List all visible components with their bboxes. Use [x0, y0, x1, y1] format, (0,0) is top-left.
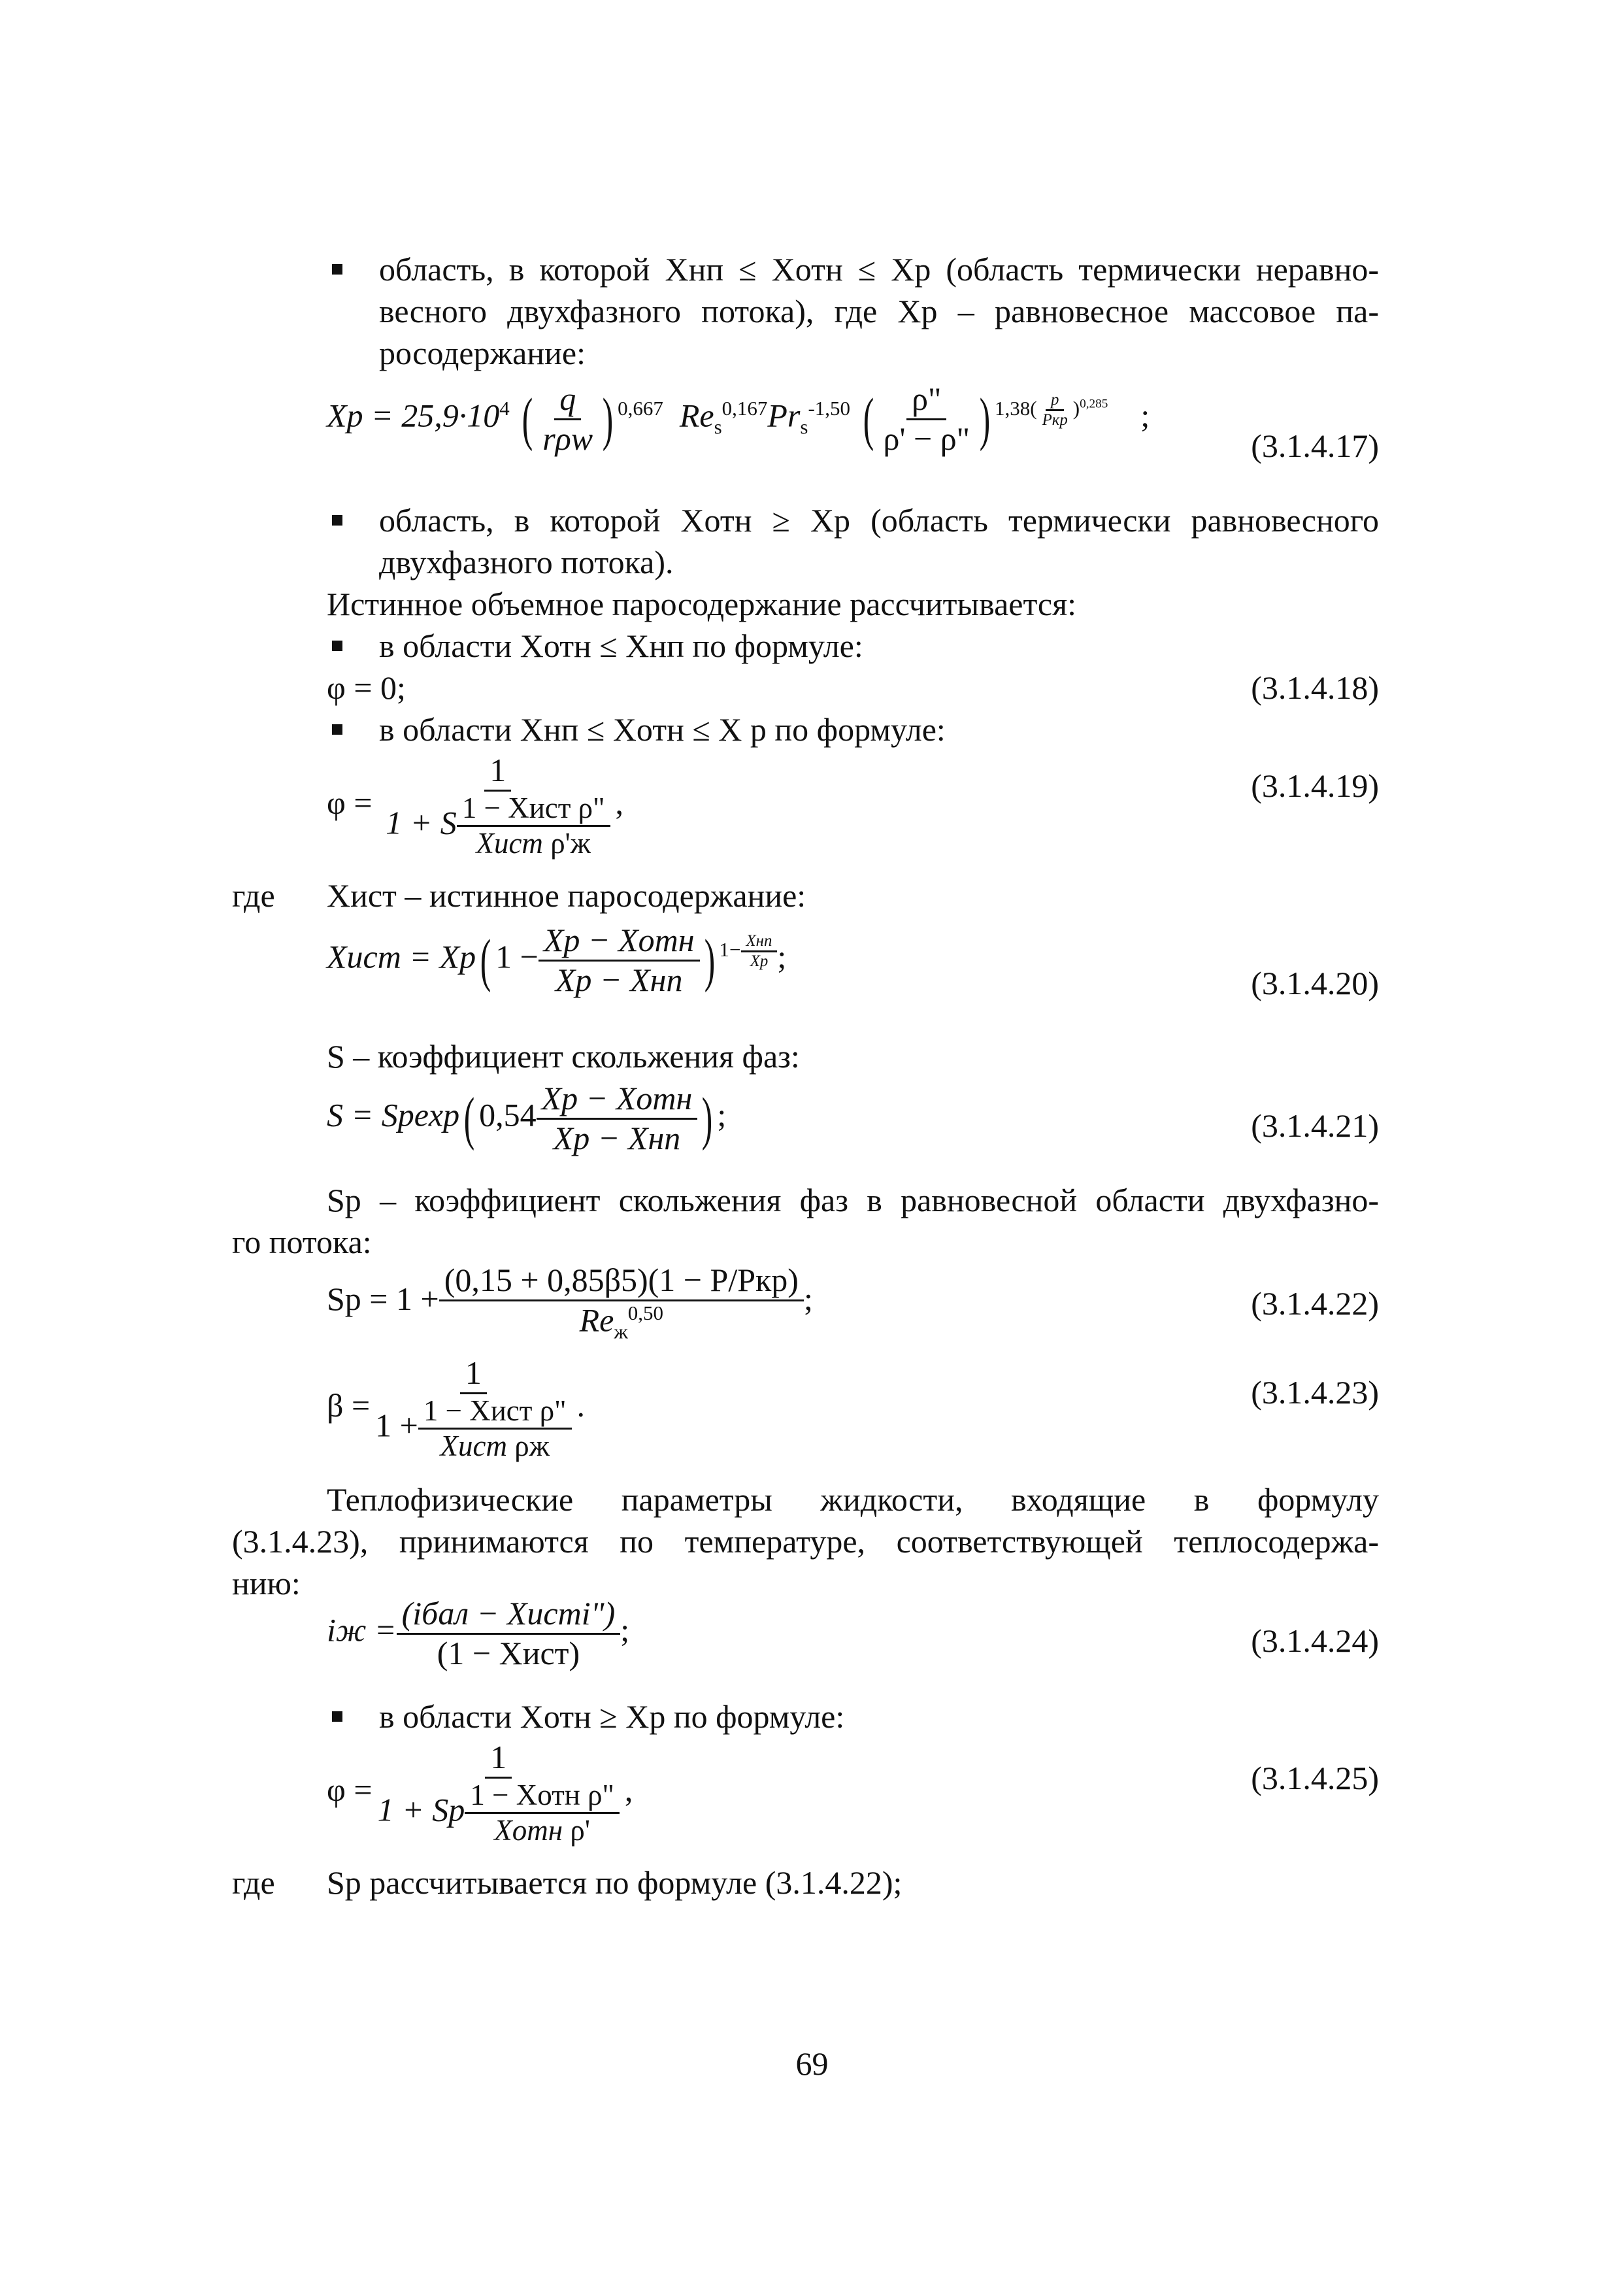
formula-3-1-4-20: Xист = Xр( 1 − $\frac{\text{Xр − Xотн}}{\text{Xр − Xнп}}$ ) $^{1- \frac{\text{Xнп}}{Xр}}$ ; — [327, 922, 787, 998]
text-line: росодержание: — [379, 335, 586, 371]
formula-3-1-4-23: β = 1 1 + $\frac{\text{1 − Xист ρ"}}{\text{Xист ρж}}$ . — [327, 1354, 586, 1463]
text-line: в области Xотн ≥ Xр по формуле: — [379, 1698, 845, 1735]
bullet — [332, 641, 342, 651]
bullet — [332, 724, 342, 735]
equation-number: (3.1.4.23) — [1251, 1374, 1379, 1411]
equation-number: (3.1.4.20) — [1251, 965, 1379, 1001]
formula-3-1-4-21: S = Sрexp( 0,54 $\frac{\text{Xр − Xотн}}{\text{Xр − Xнп}}$ ) ; — [327, 1080, 727, 1156]
text-line: нию: — [232, 1565, 301, 1601]
bullet — [332, 264, 342, 275]
text-line: двухфазного потока). — [379, 544, 674, 580]
text-line: где — [232, 877, 275, 914]
formula-3-1-4-25: φ = 1 1 + Sр $\frac{\text{1 − Xотн ρ"}}{\text{Xотн ρ'}}$ , — [327, 1739, 633, 1847]
formula-3-1-4-19: φ = 1 1 + S $\frac{\text{1 − Xист ρ"}}{\text{Xист ρ'ж}}$ , — [327, 752, 623, 860]
text-line: где — [232, 1864, 275, 1901]
formula-3-1-4-17: Xр = $25,9\cdot 10^4$ ( $\frac{q}{\text{rρw}}$ ) $^{0,667}$ $Re_s^{0,167}Pr_s^{-1,50}$ ( $\frac{\rho"}{\rho' - \rho"}$ ) $^{1,38( \frac{p}{\text{Pкр}} )^{0,285}}$ ; — [327, 380, 1150, 457]
equation-number: (3.1.4.18) — [1251, 669, 1379, 706]
formula-3-1-4-18: φ = 0; — [327, 669, 406, 706]
equation-number: (3.1.4.17) — [1251, 427, 1379, 464]
text-line: область, в которой Xотн ≥ Xр (область термически равновесного — [379, 502, 1379, 539]
formula-3-1-4-24: iж = $\frac{\text{(iбал − Xистi")}}{\text{(1 − Xист)}}$ ; — [327, 1595, 630, 1671]
text-line: весного двухфазного потока), где Xр – равновесное массовое па- — [379, 293, 1379, 329]
text-line: Sр – коэффициент скольжения фаз в равновесной области двухфазно- — [327, 1182, 1379, 1218]
equation-number: (3.1.4.24) — [1251, 1622, 1379, 1659]
text-line: Sр рассчитывается по формуле (3.1.4.22); — [327, 1864, 903, 1901]
bullet — [332, 515, 342, 526]
text-line: S – коэффициент скольжения фаз: — [327, 1038, 800, 1075]
text-line: (3.1.4.23), принимаются по температуре, соответствующей теплосодержа- — [232, 1523, 1379, 1560]
equation-number: (3.1.4.19) — [1251, 767, 1379, 804]
equation-number: (3.1.4.22) — [1251, 1285, 1379, 1322]
equation-number: (3.1.4.25) — [1251, 1760, 1379, 1796]
text-line: Xист – истинное паросодержание: — [327, 877, 806, 914]
page-number: 69 — [795, 2045, 829, 2082]
text-line: область, в которой Xнп ≤ Xотн ≤ Xр (область термически неравно- — [379, 251, 1379, 288]
text-line: в области Xотн ≤ Xнп по формуле: — [379, 628, 863, 664]
text-line: Истинное объемное паросодержание рассчитывается: — [327, 586, 1076, 622]
text-line: го потока: — [232, 1224, 372, 1260]
text-line: Теплофизические параметры жидкости, входящие в формулу — [327, 1481, 1379, 1518]
bullet — [332, 1711, 342, 1722]
text-line: в области Xнп ≤ Xотн ≤ X р по формуле: — [379, 711, 946, 748]
formula-3-1-4-22: Sр = 1 + $\frac{\text{(0,15 + 0,85β5)(1 − P/Pкр)}}{Re_ж^{0,50}}$ ; — [327, 1262, 813, 1343]
equation-number: (3.1.4.21) — [1251, 1107, 1379, 1144]
